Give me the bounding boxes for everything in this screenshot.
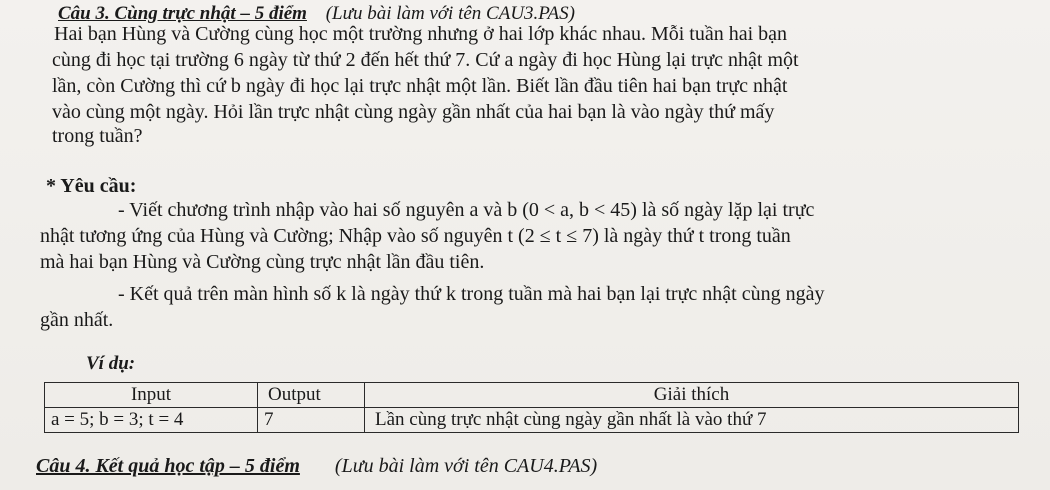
example-label: Ví dụ: (86, 353, 136, 374)
problem-text-line: trong tuần? (52, 125, 143, 147)
question-3-save-note: (Lưu bài làm với tên CAU3.PAS) (325, 3, 575, 24)
table-header-explanation: Giải thích (365, 383, 1019, 408)
question-4-save-note: (Lưu bài làm với tên CAU4.PAS) (334, 455, 598, 477)
problem-text-line: Hai bạn Hùng và Cường cùng học một trường nhưng ở hai lớp khác nhau. Mỗi tuần hai bạn (54, 23, 788, 45)
requirement-line: mà hai bạn Hùng và Cường cùng trực nhật lần đầu tiên. (40, 251, 485, 273)
problem-text-line: vào cùng một ngày. Hỏi lần trực nhật cùng ngày gần nhất của hai bạn là vào ngày thứ mấy (52, 101, 775, 123)
requirement-line: nhật tương ứng của Hùng và Cường; Nhập vào số nguyên t (2 ≤ t ≤ 7) là ngày thứ t trong tuần (40, 225, 791, 247)
table-header-row (45, 383, 1019, 408)
example-table (44, 382, 1019, 433)
requirement-line: - Viết chương trình nhập vào hai số nguyên a và b (0 < a, b < 45) là số ngày lặp lại trực (118, 199, 815, 221)
question-4-title: Câu 4. Kết quả học tập – 5 điểm (36, 455, 300, 477)
problem-text-line: cùng đi học tại trường 6 ngày từ thứ 2 đến hết thứ 7. Cứ a ngày đi học Hùng lại trực nhật một (52, 49, 799, 71)
table-header-input: Input (45, 383, 258, 408)
requirements-heading: * Yêu cầu: (46, 175, 137, 197)
requirement-line: gần nhất. (40, 309, 114, 331)
table-cell-explanation: Lần cùng trực nhật cùng ngày gần nhất là vào thứ 7 (365, 408, 1019, 433)
table-cell-input: a = 5; b = 3; t = 4 (45, 408, 258, 433)
question-3-title: Câu 3. Cùng trực nhật – 5 điểm (58, 3, 307, 24)
table-row (45, 408, 1019, 433)
table-cell-output: 7 (258, 408, 365, 433)
question-4-heading (36, 454, 597, 478)
requirement-line: - Kết quả trên màn hình số k là ngày thứ k trong tuần mà hai bạn lại trực nhật cùng ngày (118, 283, 825, 305)
table-header-output: Output (258, 383, 365, 408)
problem-text-line: lần, còn Cường thì cứ b ngày đi học lại trực nhật một lần. Biết lần đầu tiên hai bạn trực nhật (52, 75, 788, 97)
